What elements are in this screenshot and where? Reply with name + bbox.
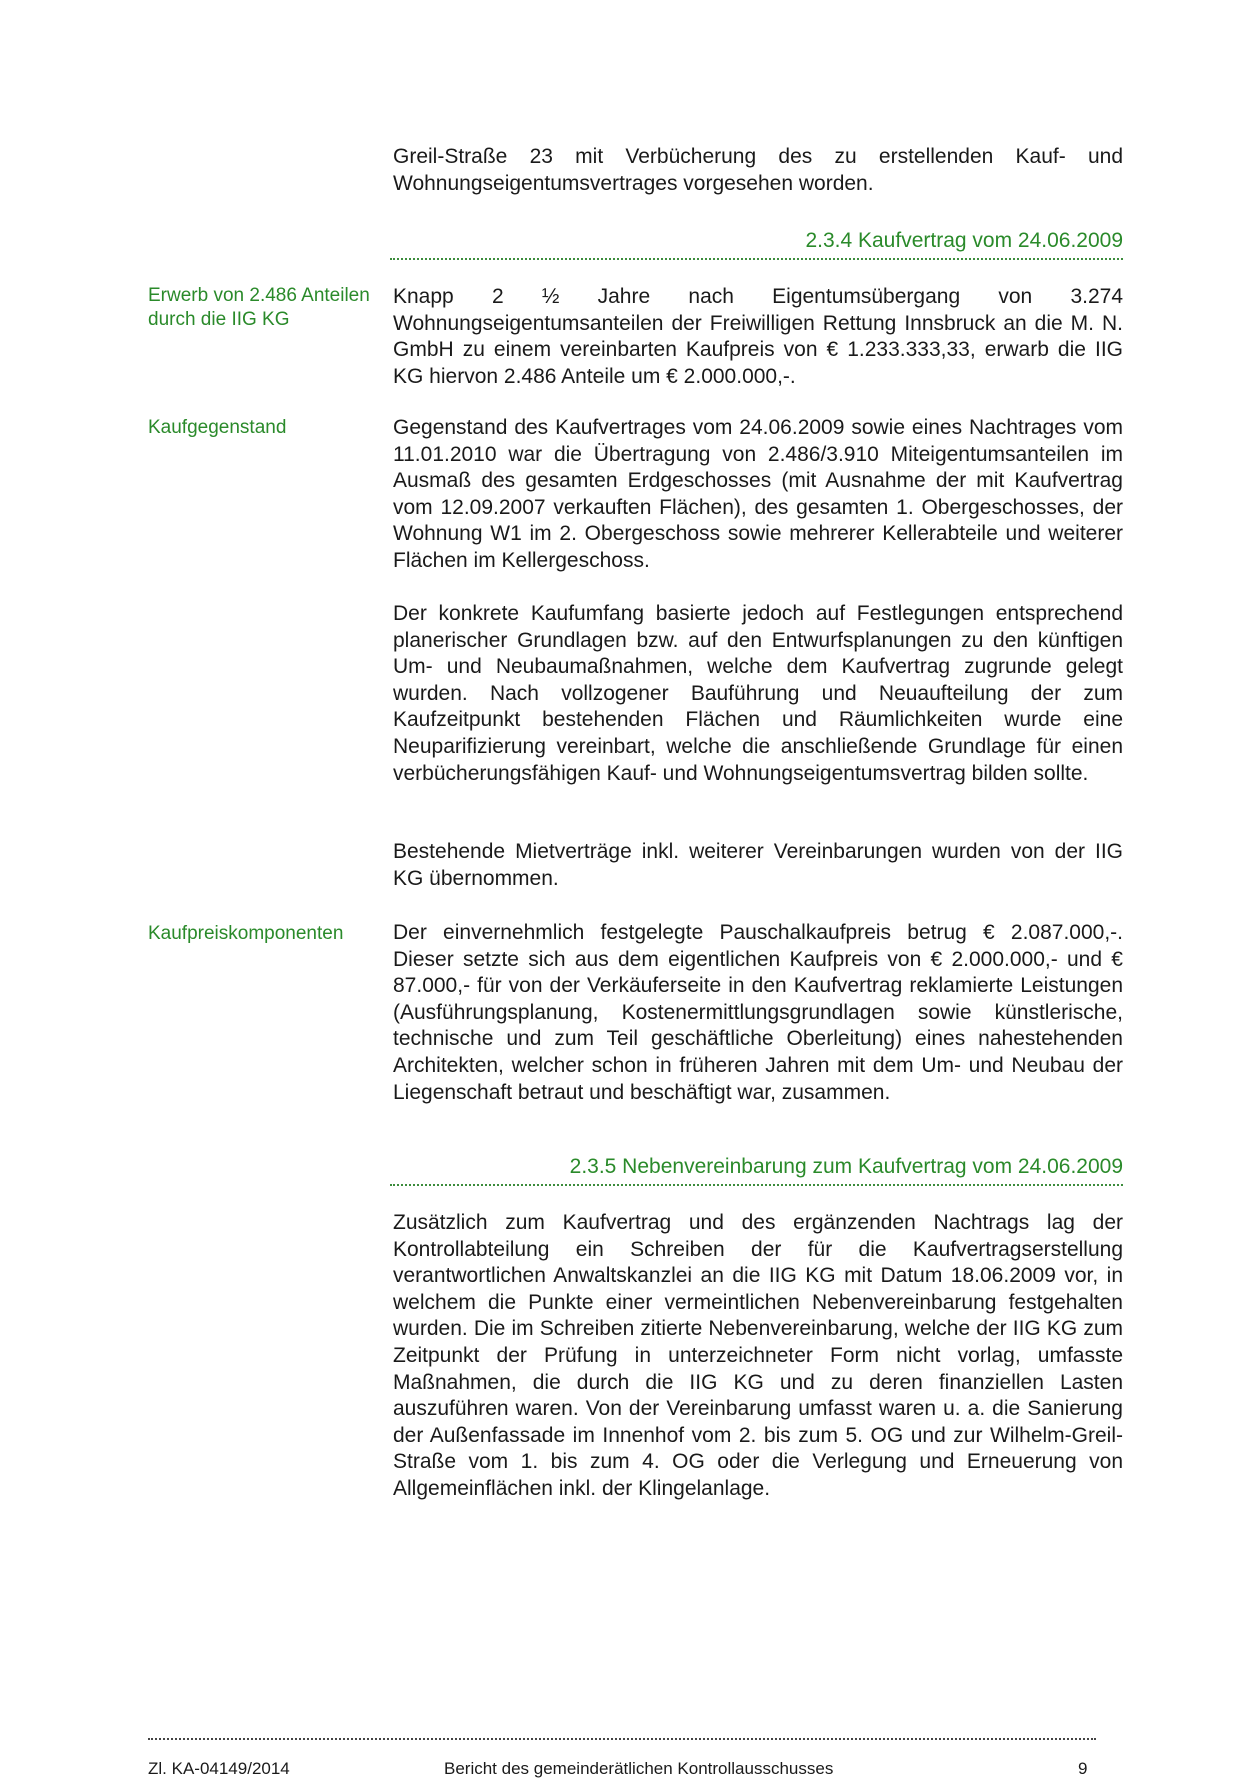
heading-divider [390,258,1123,260]
footer-divider [148,1738,1096,1740]
margin-note-kaufgegenstand: Kaufgegenstand [148,417,287,438]
margin-note-kaufpreiskomponenten: Kaufpreiskomponenten [148,923,344,944]
section-heading-2-3-5: 2.3.5 Nebenvereinbarung zum Kaufvertrag vom 24.06.2009 [569,1155,1123,1178]
paragraph-mietvertraege: Bestehende Mietverträge inkl. weiterer Vereinbarungen wurden von der IIG KG übernommen. [393,840,1123,890]
page-number: 9 [1078,1759,1088,1778]
paragraph-nebenvereinbarung: Zusätzlich zum Kaufvertrag und des ergänzenden Nachtrags lag der Kontrollabteilung ein Schreiben der für die Kaufvertragserstellung verantwortlichen Anwaltskanzlei an die IIG KG mit Datum 18.06.2009 vor, in welchem die Punkte einer vermeintlichen Nebenvereinbarung festgehalten wurden. Die im Schreiben zitierte Nebenvereinbarung, welche der IIG KG zum Zeitpunkt der Prüfung in unterzeichneter Form nicht vorlag, umfasste Maßnahmen, die durch die IIG KG und zu deren finanziellen Lasten auszuführen waren. Von der Vereinbarung umfasst waren u. a. die Sanierung der Außenfassade im Innenhof vom 2. bis zum 5. OG und zur Wilhelm-Greil-Straße vom 1. bis zum 4. OG oder die Verlegung und Erneuerung von Allgemeinflächen inkl. der Klingelanlage. [393,1211,1123,1500]
paragraph-kaufpreis: Der einvernehmlich festgelegte Pauschalkaufpreis betrug € 2.087.000,-. Dieser setzte sich aus dem eigentlichen Kaufpreis von € 2.000.000,- und € 87.000,- für von der Verkäuferseite in den Kaufvertrag reklamierte Leistungen (Ausführungsplanung, Kostenermittlungsgrundlagen sowie künstlerische, technische und zum Teil geschäftliche Oberleitung) eines nahestehenden Architekten, welcher schon in früheren Jahren mit dem Um- und Neubau der Liegenschaft betraut und beschäftigt war, zusammen. [393,921,1123,1104]
footer-title: Bericht des gemeinderätlichen Kontrollausschusses [444,1759,834,1778]
paragraph-erwerb: Knapp 2 ½ Jahre nach Eigentumsübergang von 3.274 Wohnungseigentumsanteilen der Freiwilligen Rettung Innsbruck an die M. N. GmbH zu einem vereinbarten Kaufpreis von € 1.233.333,33, erwarb die IIG KG hiervon 2.486 Anteile um € 2.000.000,-. [393,285,1123,388]
margin-note-erwerb: Erwerb von 2.486 Anteilen durch die IIG KG [148,285,370,330]
section-heading-2-3-4: 2.3.4 Kaufvertrag vom 24.06.2009 [805,229,1123,252]
paragraph-kaufgegenstand: Gegenstand des Kaufvertrages vom 24.06.2009 sowie eines Nachtrages vom 11.01.2010 war die Übertragung von 2.486/3.910 Miteigentumsanteilen im Ausmaß des gesamten Erdgeschosses (mit Ausnahme der mit Kaufvertrag vom 12.09.2007 verkauften Flächen), des gesamten 1. Obergeschosses, der Wohnung W1 im 2. Obergeschoss sowie mehrerer Kellerabteile und weiterer Flächen im Kellergeschoss. [393,416,1123,572]
intro-paragraph: Greil-Straße 23 mit Verbücherung des zu erstellenden Kauf- und Wohnungseigentumsvertrages vorgesehen worden. [393,145,1123,195]
footer-reference: Zl. KA-04149/2014 [148,1759,290,1778]
paragraph-kaufumfang: Der konkrete Kaufumfang basierte jedoch auf Festlegungen entsprechend planerischer Grundlagen bzw. auf den Entwurfsplanungen zu den künftigen Um- und Neubaumaßnahmen, welche dem Kaufvertrag zugrunde gelegt wurden. Nach vollzogener Bauführung und Neuaufteilung der zum Kaufzeitpunkt bestehenden Flächen und Räumlichkeiten wurde eine Neuparifizierung vereinbart, welche die anschließende Grundlage für einen verbücherungsfähigen Kauf- und Wohnungseigentumsvertrag bilden sollte. [393,602,1123,785]
heading-divider [390,1184,1123,1186]
